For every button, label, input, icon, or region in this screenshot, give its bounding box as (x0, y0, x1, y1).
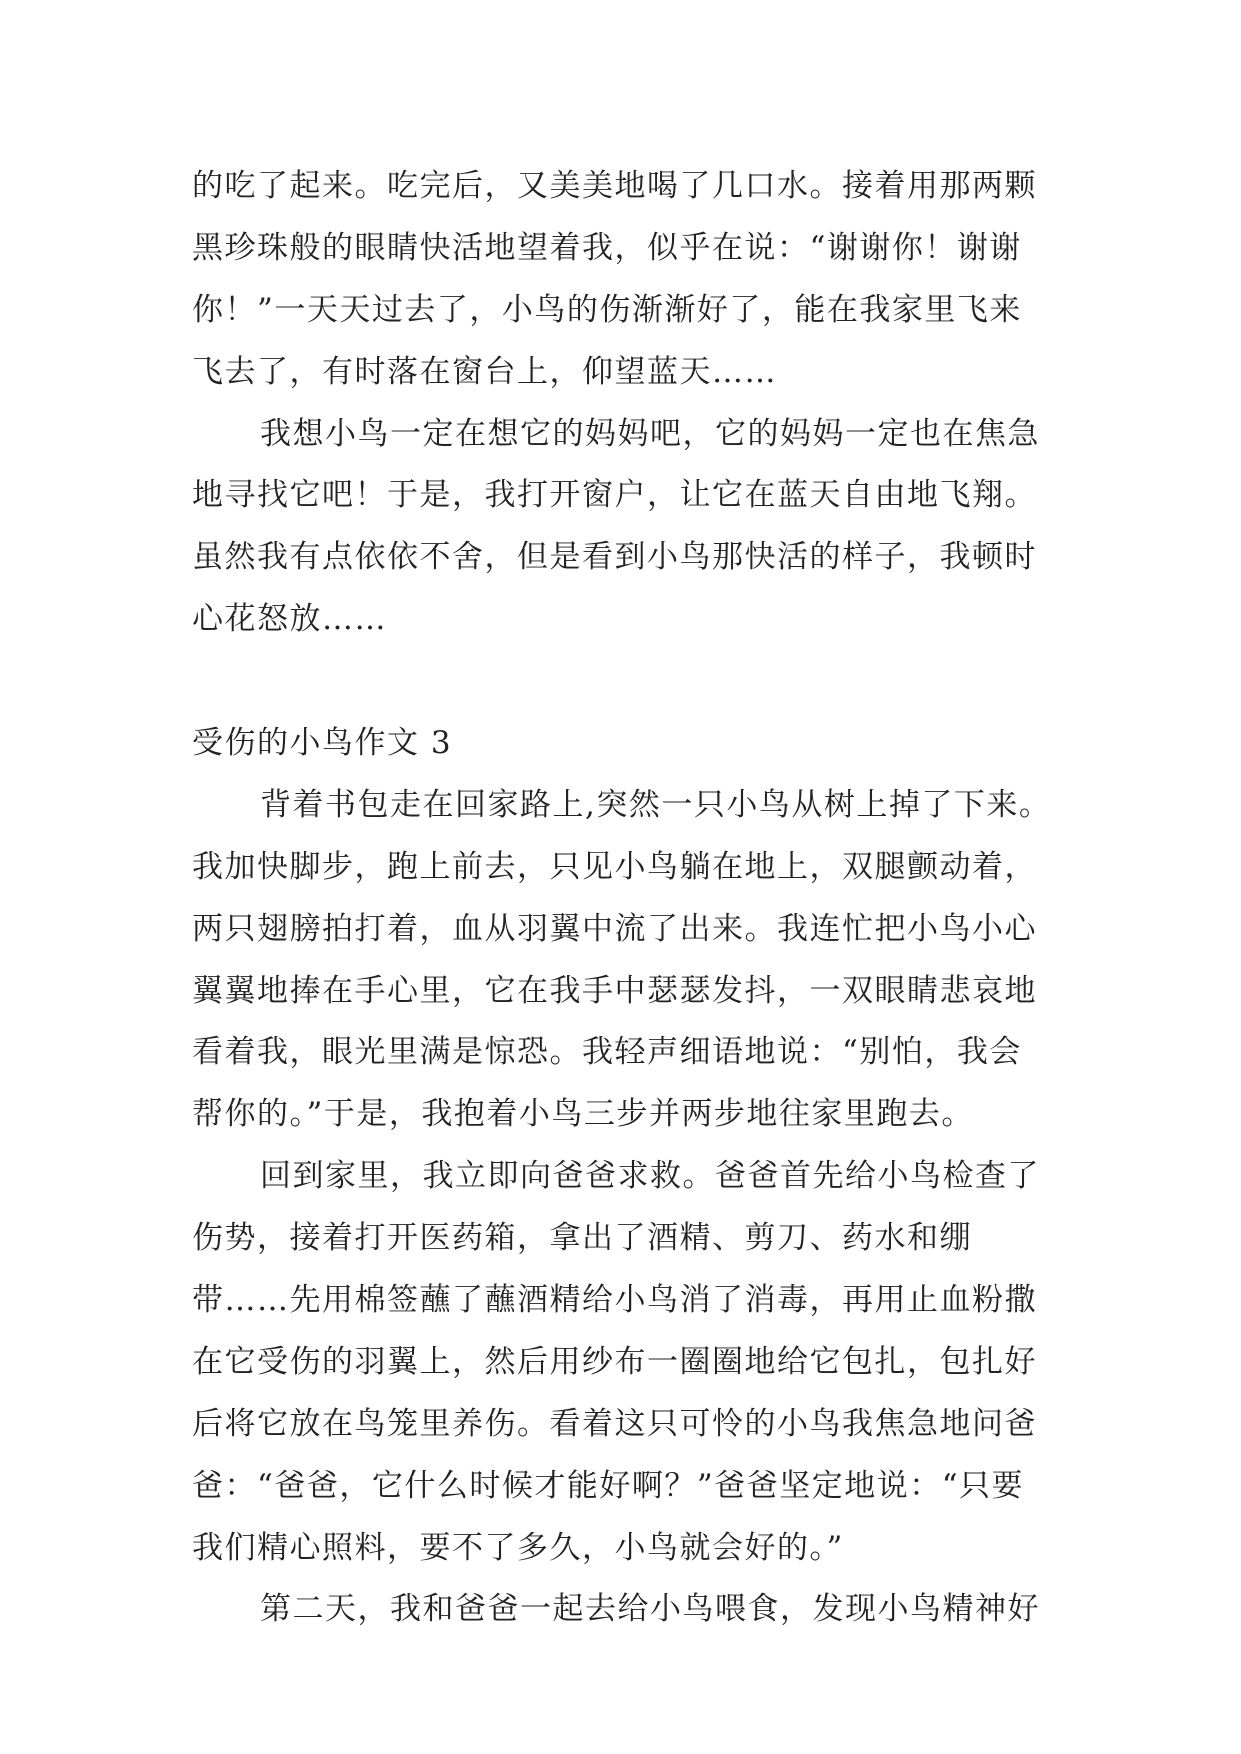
text-line: 翼翼地捧在手心里，它在我手中瑟瑟发抖，一双眼睛悲哀地 (192, 972, 1037, 1009)
text-line: 第二天，我和爸爸一起去给小鸟喂食，发现小鸟精神好 (260, 1591, 1040, 1628)
paragraph-found-bird (192, 775, 1052, 1146)
text-line: 伤势，接着打开医药箱，拿出了酒精、剪刀、药水和绷 (192, 1220, 972, 1257)
section-gap (192, 651, 1052, 713)
text-line: 我们精心照料，要不了多久，小鸟就会好的。” (192, 1529, 844, 1566)
paragraph-treatment (192, 1146, 1052, 1579)
text-line: 心花怒放…… (192, 601, 387, 638)
paragraph-next-day (192, 1579, 1052, 1641)
document-body (192, 156, 1052, 1641)
text-line: 飞去了，有时落在窗台上，仰望蓝天…… (192, 353, 777, 390)
text-line: 黑珍珠般的眼睛快活地望着我，似乎在说：“谢谢你！谢谢 (192, 229, 1022, 266)
text-line: 看着我，眼光里满是惊恐。我轻声细语地说：“别怕，我会 (192, 1034, 1022, 1071)
text-line: 背着书包走在回家路上,突然一只小鸟从树上掉了下来。 (260, 786, 1052, 823)
text-line: 两只翅膀拍打着，血从羽翼中流了出来。我连忙把小鸟小心 (192, 910, 1037, 947)
text-line: 的吃了起来。吃完后，又美美地喝了几口水。接着用那两颗 (192, 168, 1037, 204)
text-line: 地寻找它吧！于是，我打开窗户，让它在蓝天自由地飞翔。 (192, 477, 1037, 514)
text-line: 带……先用棉签蘸了蘸酒精给小鸟消了消毒，再用止血粉撒 (192, 1282, 1037, 1319)
text-line: 我想小鸟一定在想它的妈妈吧，它的妈妈一定也在焦急 (260, 415, 1040, 452)
paragraph-release-bird (192, 404, 1052, 652)
text-line: 帮你的。”于是，我抱着小鸟三步并两步地往家里跑去。 (192, 1096, 974, 1133)
text-line: 爸：“爸爸，它什么时候才能好啊？”爸爸坚定地说：“只要 (192, 1467, 1025, 1504)
text-line: 虽然我有点依依不舍，但是看到小鸟那快活的样子，我顿时 (192, 539, 1037, 576)
text-line: 你！”一天天过去了，小鸟的伤渐渐好了，能在我家里飞来 (192, 291, 1022, 328)
text-line: 回到家里，我立即向爸爸求救。爸爸首先给小鸟检查了 (260, 1158, 1040, 1195)
text-line: 在它受伤的羽翼上，然后用纱布一圈圈地给它包扎，包扎好 (192, 1343, 1037, 1380)
text-line: 我加快脚步，跑上前去，只见小鸟躺在地上，双腿颤动着， (192, 848, 1037, 885)
paragraph-continued (192, 156, 1052, 404)
essay-title: 受伤的小鸟作文 3 (192, 725, 453, 762)
text-line: 后将它放在鸟笼里养伤。看着这只可怜的小鸟我焦急地问爸 (192, 1405, 1037, 1442)
